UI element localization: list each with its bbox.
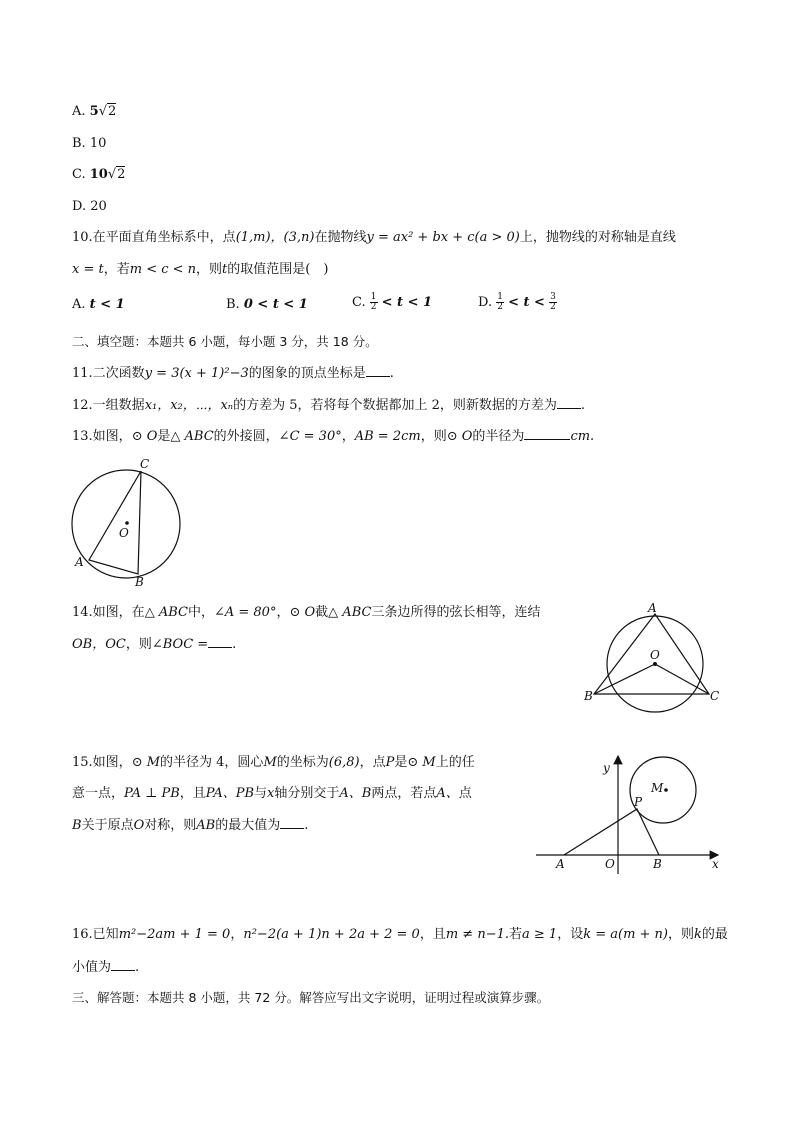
radicand: 2: [108, 104, 117, 119]
answer-blank[interactable]: [366, 364, 390, 377]
text: 上，抛物线的对称轴是直线: [519, 230, 676, 245]
math: m ≠ n−1: [445, 927, 505, 942]
label-x: x: [712, 857, 719, 871]
label-c: C: [140, 457, 150, 471]
center-m: [664, 788, 668, 792]
math: A、B: [339, 786, 372, 801]
answer-blank[interactable]: [208, 635, 232, 648]
option-value: 5: [89, 104, 99, 119]
label-o: O: [605, 857, 615, 871]
math: ∠A = 80°: [213, 605, 277, 620]
option-label: C.: [72, 167, 86, 182]
option-value: 10: [89, 167, 108, 182]
q9-option-c: [72, 166, 125, 184]
denominator: 2: [550, 302, 556, 312]
math: (6,8): [328, 755, 360, 770]
math: n²−2(a + 1)n + 2a + 2 = 0: [243, 927, 420, 942]
math: B: [72, 818, 82, 833]
option-label: A.: [72, 104, 86, 119]
label-m: M: [651, 781, 664, 795]
text: 的半径为: [472, 429, 525, 444]
answer-blank[interactable]: [280, 816, 304, 829]
center-point: [125, 521, 129, 525]
text: ，设: [557, 927, 584, 942]
text: 的外接圆，: [213, 429, 279, 444]
radicand: 2: [117, 167, 126, 182]
label-c: C: [710, 689, 720, 703]
text: ，则: [668, 927, 695, 942]
label-a: A: [75, 555, 84, 569]
q12: 12.一组数据x₁，x₂，⋯，xₙ的方差为 5，若将每个数据都加上 2，则新数据的方差为 .: [72, 398, 586, 413]
q16-line2: 小值为 .: [72, 960, 140, 975]
text: 三条边所得的弦长相等，连结: [371, 605, 541, 620]
math: y = 3(x + 1)²−3: [144, 366, 249, 381]
answer-blank[interactable]: [111, 958, 135, 971]
q10-option-b: [226, 296, 308, 314]
math: ⊙ O: [131, 429, 158, 444]
math: x₁，x₂，⋯，xₙ: [144, 398, 234, 413]
fraction-half: [496, 293, 504, 312]
math: P: [385, 755, 395, 770]
q9-option-d: D. 20: [72, 199, 107, 214]
text: ，则: [196, 262, 223, 277]
answer-blank[interactable]: [524, 427, 570, 440]
text: 15.如图，: [72, 755, 132, 770]
q13-circle-figure: [66, 452, 190, 590]
math: cm.: [570, 429, 595, 444]
text: 在抛物线: [314, 230, 367, 245]
q15-line2: [72, 785, 472, 803]
text: 点: [458, 786, 472, 801]
q14-line1: [72, 604, 540, 622]
math: y = ax² + bx + c(a > 0): [366, 230, 520, 245]
denominator: 2: [497, 302, 503, 312]
text: 关于原点: [81, 818, 134, 833]
math: x: [267, 786, 275, 801]
math: ∠C = 30°: [278, 429, 342, 444]
text: 13.如图，: [72, 429, 132, 444]
math: PA、PB: [205, 786, 255, 801]
option-label: D.: [478, 295, 493, 310]
q16-line1: [72, 926, 728, 944]
math: OB，OC: [72, 637, 126, 652]
text: .若: [504, 927, 523, 942]
option-label: B.: [226, 297, 240, 312]
q15-line3: B关于原点O对称，则AB的最大值为 .: [72, 818, 309, 833]
text: ，则: [420, 429, 447, 444]
q11: 11.二次函数y = 3(x + 1)²−3的图象的顶点坐标是 .: [72, 366, 394, 381]
text: ，: [276, 605, 290, 620]
q13: [72, 427, 594, 446]
denominator: 2: [370, 302, 377, 312]
math: < t < 1: [381, 295, 433, 310]
text: ，点: [359, 755, 386, 770]
label-o: O: [650, 648, 660, 662]
text: 对称，则: [144, 818, 197, 833]
math: ⊙ O: [289, 605, 316, 620]
q10-line2: [72, 261, 328, 279]
text: 与: [254, 786, 268, 801]
sqrt-sign: √: [107, 167, 117, 182]
numerator: 1: [497, 292, 503, 302]
text: 上的任: [435, 755, 475, 770]
math: △ ABC: [328, 605, 372, 620]
math: a ≥ 1: [522, 927, 558, 942]
text: 是: [394, 755, 408, 770]
math: PA ⊥ PB: [124, 786, 180, 801]
math: A、: [436, 786, 459, 801]
text: 的最大值为: [215, 818, 281, 833]
math: O: [133, 818, 145, 833]
label-b: B: [653, 857, 662, 871]
text: ，且: [179, 786, 206, 801]
text: 的坐标为: [276, 755, 329, 770]
text: ，: [230, 927, 244, 942]
q10-option-c: [352, 293, 432, 312]
label-a: A: [648, 601, 657, 615]
math: m < c < n: [129, 262, 197, 277]
q10-line1: [72, 229, 676, 247]
text: 的半径为 4，圆心: [160, 755, 264, 770]
text: 14.如图，在: [72, 605, 145, 620]
q10-option-a: [72, 296, 125, 314]
math: k: [694, 927, 702, 942]
math: △ ABC: [144, 605, 188, 620]
label-p: P: [634, 795, 643, 809]
math: AB: [196, 818, 216, 833]
q9-option-a: [72, 103, 116, 121]
triangle-abc: [89, 471, 141, 574]
text: ，则: [125, 637, 152, 652]
text: ，若: [103, 262, 130, 277]
label-b: B: [135, 575, 144, 589]
label-o: O: [119, 526, 129, 540]
text: 意一点，: [72, 786, 125, 801]
option-label: A.: [72, 297, 86, 312]
fraction-half: [370, 293, 378, 312]
label-b: B: [584, 689, 593, 703]
sqrt-sign: √: [98, 104, 108, 119]
text: 轴分别交于: [274, 786, 340, 801]
label-a: A: [556, 857, 565, 871]
segments-pa-pb: [564, 809, 659, 855]
math: (1,m)，(3,n): [235, 230, 315, 245]
math: ⊙ O: [446, 429, 473, 444]
text: 是: [157, 429, 171, 444]
text: 16.已知: [72, 927, 119, 942]
math: m²−2am + 1 = 0: [118, 927, 231, 942]
numerator: 1: [370, 292, 377, 302]
math: △ ABC: [170, 429, 214, 444]
text: 两点，若点: [371, 786, 437, 801]
math: ∠BOC =: [151, 637, 209, 652]
text: 的方差为 5，若将每个数据都加上 2，则新数据的方差为: [233, 398, 557, 413]
math: ⊙ M: [131, 755, 161, 770]
section-3-heading: 三、解答题：本题共 8 小题，共 72 分。解答应写出文字说明，证明过程或演算步骤。: [72, 990, 550, 1005]
text: 12.一组数据: [72, 398, 145, 413]
q10-option-d: [478, 293, 557, 312]
q14-circle-triangle-figure: [580, 598, 730, 718]
center-point: [653, 662, 657, 666]
math: M: [263, 755, 277, 770]
answer-blank[interactable]: [557, 396, 581, 409]
text: 的最: [701, 927, 728, 942]
text: 小值为: [72, 960, 112, 975]
math: AB = 2cm: [354, 429, 421, 444]
label-y: y: [603, 761, 610, 775]
q15-line1: [72, 754, 475, 772]
math: ⊙ M: [407, 755, 436, 770]
text: 中，: [187, 605, 214, 620]
segment-ob: [594, 664, 655, 694]
text: 的取值范围是( ): [227, 262, 329, 277]
q15-coordinate-figure: [530, 752, 730, 874]
math: t: [222, 262, 228, 277]
math: t < 1: [89, 297, 125, 312]
math: < t <: [508, 295, 545, 310]
text: 10.在平面直角坐标系中，点: [72, 230, 236, 245]
text: ，: [341, 429, 355, 444]
numerator: 3: [550, 292, 556, 302]
fraction-three-halves: [549, 293, 557, 312]
math: x = t: [72, 262, 104, 277]
math: 0 < t < 1: [243, 297, 308, 312]
section-2-heading: 二、填空题：本题共 6 小题，每小题 3 分，共 18 分。: [72, 334, 378, 349]
text: ，且: [419, 927, 446, 942]
option-label: C.: [352, 295, 366, 310]
q14-line2: OB，OC，则∠BOC = .: [72, 637, 237, 652]
text: 截: [315, 605, 329, 620]
text: 11.二次函数: [72, 366, 145, 381]
text: 的图象的顶点坐标是: [248, 366, 366, 381]
q9-option-b: B. 10: [72, 136, 107, 151]
math: k = a(m + n): [583, 927, 669, 942]
